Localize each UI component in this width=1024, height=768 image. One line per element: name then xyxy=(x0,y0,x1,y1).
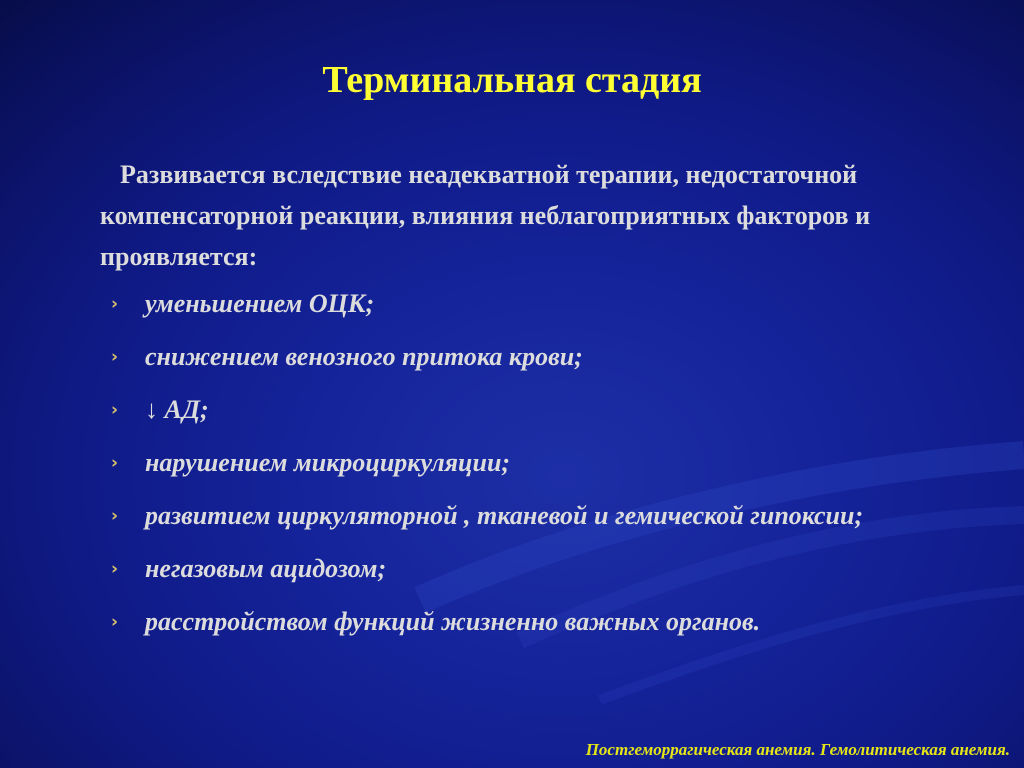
chevron-right-icon: › xyxy=(111,612,119,632)
chevron-right-icon: › xyxy=(111,294,119,314)
chevron-right-icon: › xyxy=(111,506,119,526)
list-item-text: уменьшением ОЦК; xyxy=(145,289,375,318)
slide-footer: Постгеморрагическая анемия. Гемолитическая анемия. xyxy=(585,740,1010,759)
slide-title: Терминальная стадия xyxy=(322,59,702,101)
list-item xyxy=(111,442,971,483)
intro-paragraph: Развивается вследствие неадекватной терапии, недостаточной компенсаторной реакции, влияния неблагоприятных факторов и проявляется: xyxy=(100,160,871,271)
list-item xyxy=(111,389,971,430)
list-item-text: негазовым ацидозом; xyxy=(145,554,387,583)
list-item xyxy=(111,601,971,642)
list-item-text: снижением венозного притока крови; xyxy=(145,342,583,371)
list-item-text: ↓ АД; xyxy=(145,395,209,424)
chevron-right-icon: › xyxy=(111,559,119,579)
list-item xyxy=(111,283,971,324)
list-item xyxy=(111,336,971,377)
list-item-text: расстройством функций жизненно важных органов. xyxy=(145,607,761,636)
bullet-list xyxy=(111,283,971,654)
list-item-text: нарушением микроциркуляции; xyxy=(145,448,511,477)
chevron-right-icon: › xyxy=(111,400,119,420)
chevron-right-icon: › xyxy=(111,453,119,473)
list-item xyxy=(111,548,971,589)
list-item xyxy=(111,495,971,536)
chevron-right-icon: › xyxy=(111,347,119,367)
list-item-text: развитием циркуляторной , тканевой и гемической гипоксии; xyxy=(145,501,864,530)
